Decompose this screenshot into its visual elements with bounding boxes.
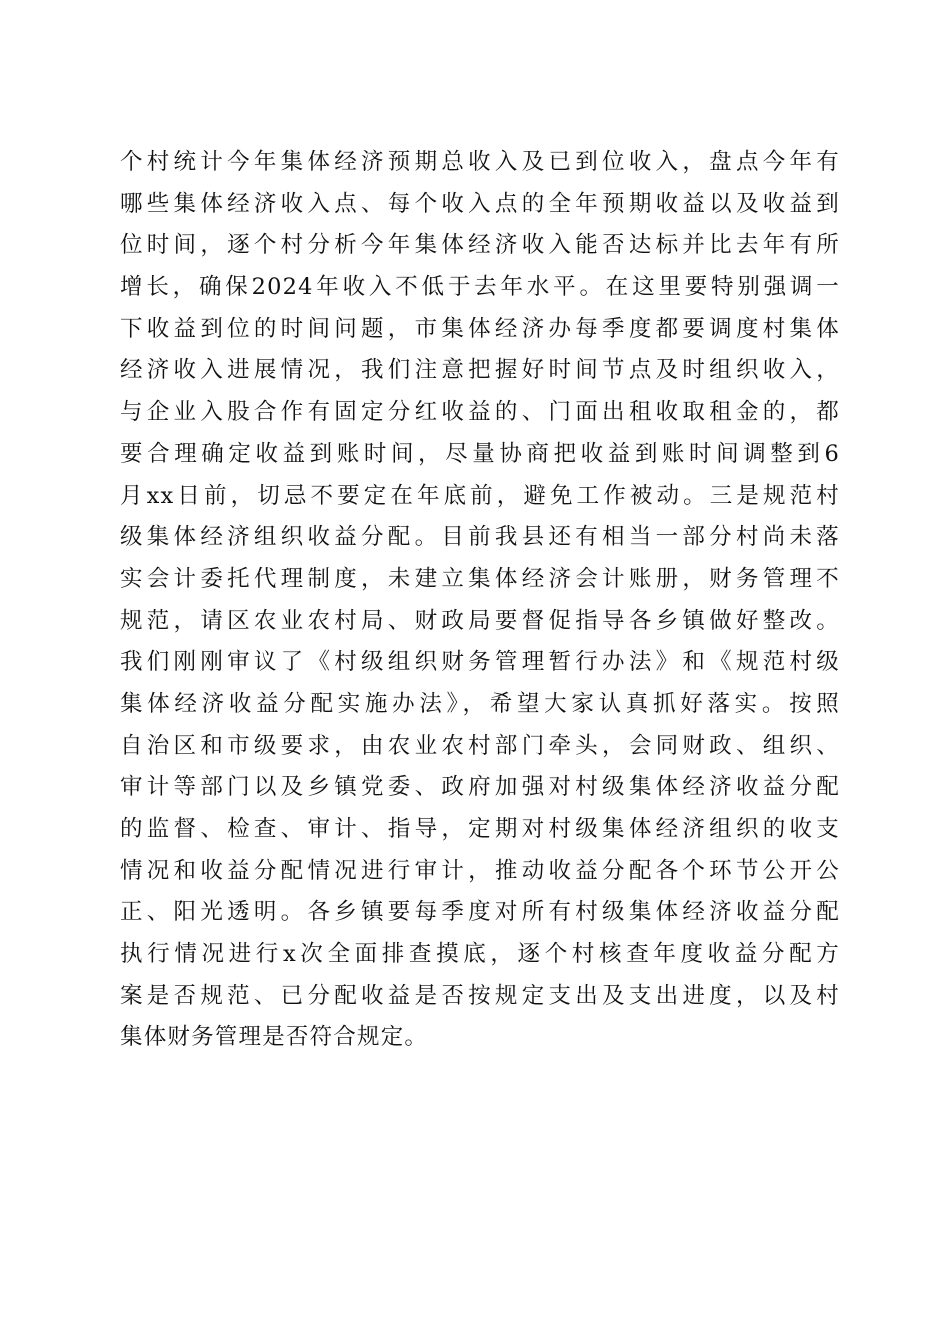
text-line: 案是否规范、已分配收益是否按规定支出及支出进度，以及村 [120,982,840,1009]
text-line: 我们刚刚审议了《村级组织财务管理暂行办法》和《规范村级 [120,649,840,676]
text-line: 集体财务管理是否符合规定。 [120,1024,429,1051]
text-line: 经济收入进展情况，我们注意把握好时间节点及时组织收入， [120,357,840,384]
text-line: 规范，请区农业农村局、财政局要督促指导各乡镇做好整改。 [120,607,840,634]
text-line: 集体经济收益分配实施办法》，希望大家认真抓好落实。按照 [120,690,840,717]
text-line: 的监督、检查、审计、指导，定期对村级集体经济组织的收支 [120,816,840,842]
text-line: 实会计委托代理制度，未建立集体经济会计账册，财务管理不 [120,565,840,592]
text-line: 级集体经济组织收益分配。目前我县还有相当一部分村尚未落 [120,524,840,551]
text-line: 与企业入股合作有固定分红收益的、门面出租收取租金的，都 [120,399,840,426]
text-line: 审计等部门以及乡镇党委、政府加强对村级集体经济收益分配 [120,774,840,801]
text-line: 哪些集体经济收入点、每个收入点的全年预期收益以及收益到 [120,190,840,217]
text-line: 个村统计今年集体经济预期总收入及已到位收入，盘点今年有 [120,149,840,175]
text-line: 要合理确定收益到账时间，尽量协商把收益到账时间调整到6 [120,440,840,467]
text-line: 月xx日前，切忌不要定在年底前，避免工作被动。三是规范村 [120,482,840,509]
text-line: 位时间，逐个村分析今年集体经济收入能否达标并比去年有所 [120,232,840,259]
text-line: 下收益到位的时间问题，市集体经济办每季度都要调度村集体 [120,315,840,342]
text-line: 情况和收益分配情况进行审计，推动收益分配各个环节公开公 [120,857,840,884]
text-line: 执行情况进行x次全面排查摸底，逐个村核查年度收益分配方 [120,941,840,968]
body-paragraph [120,142,840,1059]
text-line: 正、阳光透明。各乡镇要每季度对所有村级集体经济收益分配 [120,899,840,926]
text-line: 自治区和市级要求，由农业农村部门牵头，会同财政、组织、 [120,732,840,759]
text-line: 增长，确保2024年收入不低于去年水平。在这里要特别强调一 [120,274,840,301]
